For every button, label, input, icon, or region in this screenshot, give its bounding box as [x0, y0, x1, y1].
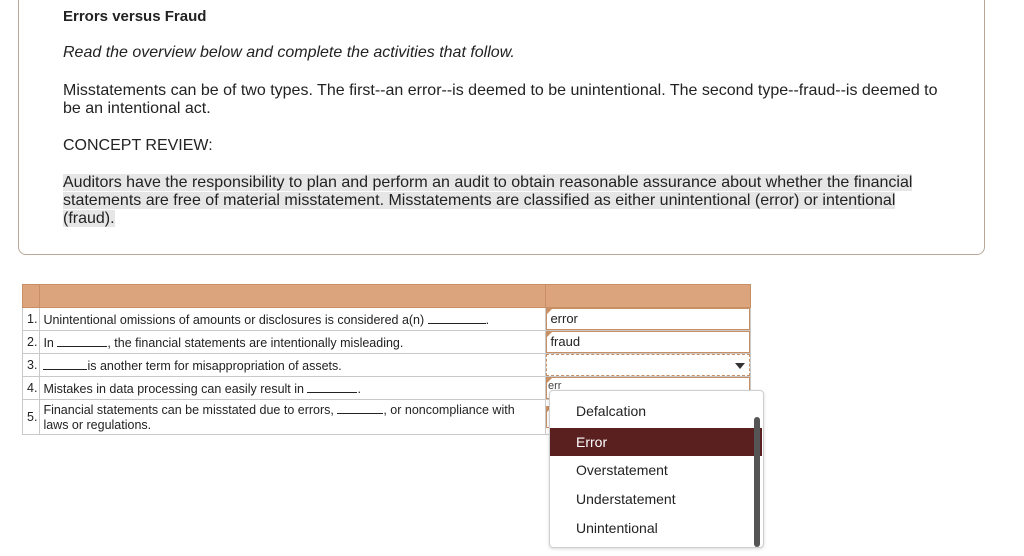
scrollbar[interactable]: [754, 417, 760, 547]
option-defalcation[interactable]: Defalcation: [576, 403, 647, 419]
concept-review-text: [63, 174, 943, 228]
table-row: [23, 354, 751, 377]
question-text: Financial statements can be misstated due to errors, , or noncompliance with laws or regulations.: [40, 400, 546, 435]
question-number: 3.: [23, 354, 40, 377]
row4-partial-value: err: [548, 380, 562, 390]
option-error[interactable]: Error: [550, 428, 762, 456]
question-number: 2.: [23, 331, 40, 354]
question-text: In , the financial statements are intentionally misleading.: [40, 331, 546, 354]
answer-dropdown-3[interactable]: [546, 354, 750, 376]
chevron-down-icon: [735, 363, 745, 369]
overview-paragraph: Misstatements can be of two types. The first--an error--is deemed to be unintentional. The second type--fraud--is deemed to be an intentional act.: [63, 82, 938, 117]
question-text: is another term for misappropriation of assets.: [40, 354, 546, 377]
page-title: Errors versus Fraud: [63, 8, 207, 25]
table-row: [23, 331, 751, 354]
concept-highlight: Auditors have the responsibility to plan and perform an audit to obtain reasonable assurance about whether the financial statements are free of material misstatement. Misstatements are classified as either unintentional (error) or intentional (fraud).: [63, 174, 913, 227]
question-number: 4.: [23, 377, 40, 400]
option-unintentional[interactable]: Unintentional: [576, 520, 658, 536]
instructions: Read the overview below and complete the activities that follow.: [63, 44, 515, 61]
question-number: 5.: [23, 400, 40, 435]
answer-dropdown-2[interactable]: [546, 331, 750, 353]
table-header-row: [23, 285, 751, 308]
concept-review-label: CONCEPT REVIEW:: [63, 137, 213, 154]
table-row: [23, 308, 751, 331]
answer-value: fraud: [550, 334, 581, 349]
option-overstatement[interactable]: Overstatement: [576, 462, 668, 478]
question-text: Unintentional omissions of amounts or disclosures is considered a(n) .: [40, 308, 546, 331]
question-number: 1.: [23, 308, 40, 331]
answer-value: error: [550, 311, 578, 326]
answer-options-list[interactable]: [549, 390, 764, 548]
question-text: Mistakes in data processing can easily result in .: [40, 377, 546, 400]
option-understatement[interactable]: Understatement: [576, 491, 676, 507]
answer-dropdown-1[interactable]: [546, 308, 750, 330]
